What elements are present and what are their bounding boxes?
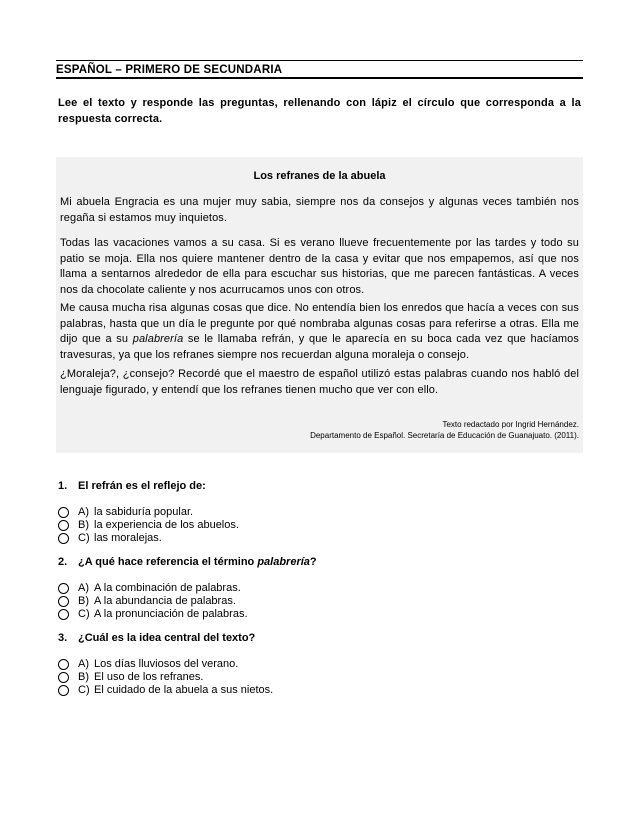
option-text: El cuidado de la abuela a sus nietos. — [94, 684, 274, 696]
option-text: Los días lluviosos del verano. — [94, 658, 239, 670]
question-3-text: ¿Cuál es la idea central del texto? — [78, 632, 256, 644]
answer-circle-icon[interactable] — [58, 583, 69, 594]
answer-circle-icon[interactable] — [58, 507, 69, 518]
option-letter: A) — [78, 658, 89, 670]
header-rule — [56, 77, 583, 79]
option-letter: C) — [78, 684, 90, 696]
question-2-text-start: ¿A qué hace referencia el término — [78, 556, 258, 568]
answer-circle-icon[interactable] — [58, 659, 69, 670]
option-letter: A) — [78, 506, 89, 518]
question-1 — [58, 480, 578, 545]
question-1-option-a[interactable] — [58, 506, 578, 519]
question-1-number: 1. — [58, 480, 68, 492]
option-letter: C) — [78, 532, 90, 544]
question-1-option-c[interactable] — [58, 532, 578, 545]
worksheet-header — [56, 60, 583, 79]
option-text: las moralejas. — [94, 532, 162, 544]
reading-paragraph-3-end: se le llamaba refrán, y que le aparecía en su boca cada vez que hacíamos travesuras, ya que los refranes siempre nos recuerdan alguna moraleja o consejo. — [60, 333, 580, 361]
question-2-title — [58, 556, 578, 574]
header-title: ESPAÑOL – PRIMERO DE SECUNDARIA — [56, 64, 283, 76]
answer-circle-icon[interactable] — [58, 685, 69, 696]
option-text: A la abundancia de palabras. — [94, 595, 236, 607]
instructions: Lee el texto y responde las preguntas, rellenando con lápiz el círculo que corresponda a la respuesta correcta. — [58, 97, 581, 125]
reading-paragraph-4: ¿Moraleja?, ¿consejo? Recordé que el maestro de español utilizó estas palabras cuando nos habló del lenguaje figurado, y entendí que los refranes tienen mucho que ver con ello. — [60, 368, 579, 396]
reading-paragraph-3-start: Me causa mucha risa algunas cosas que dice. No entendía bien los enredos que hacía a veces con sus palabras, hasta que un día le pregunte por qué nombraba algunas cosas para referirse a otras. Ella me dijo que a su — [60, 302, 579, 346]
question-3-option-a[interactable] — [58, 658, 578, 671]
reading-box — [56, 157, 583, 453]
answer-circle-icon[interactable] — [58, 609, 69, 620]
option-letter: C) — [78, 608, 90, 620]
question-2 — [58, 556, 578, 621]
question-3-title — [58, 632, 578, 650]
question-1-option-b[interactable] — [58, 519, 578, 532]
question-2-number: 2. — [58, 556, 68, 568]
option-letter: B) — [78, 519, 89, 531]
option-text: A la combinación de palabras. — [94, 582, 241, 594]
option-letter: B) — [78, 595, 89, 607]
question-3-option-c[interactable] — [58, 684, 578, 697]
reading-paragraph-2: Todas las vacaciones vamos a su casa. Si es verano llueve frecuentemente por las tardes y todo su patio se moja. Ella nos quiere mantener dentro de la casa y evitar que nos empapemos, así que nos llama a sentarnos alrededor de ella para escuchar sus historias, que me parecen fantásticas. A veces nos da chocolate caliente y nos acurrucamos unos con otros. — [60, 237, 579, 296]
question-2-option-b[interactable] — [58, 595, 578, 608]
answer-circle-icon[interactable] — [58, 596, 69, 607]
reading-paragraph-1: Mi abuela Engracia es una mujer muy sabia, siempre nos da consejos y algunas veces también nos regaña si estamos muy inquietos. — [60, 196, 579, 224]
question-2-text-end: ? — [309, 556, 317, 568]
credit-department: Departamento de Español. Secretaría de Educación de Guanajuato. (2011). — [310, 431, 579, 440]
answer-circle-icon[interactable] — [58, 672, 69, 683]
option-text: la experiencia de los abuelos. — [94, 519, 239, 531]
option-letter: B) — [78, 671, 89, 683]
reading-paragraph-3-emphasis: palabrería — [132, 333, 184, 346]
answer-circle-icon[interactable] — [58, 520, 69, 531]
question-1-title — [58, 480, 578, 498]
option-text: El uso de los refranes. — [94, 671, 204, 683]
option-letter: A) — [78, 582, 89, 594]
question-3-option-b[interactable] — [58, 671, 578, 684]
question-3 — [58, 632, 578, 697]
option-text: la sabiduría popular. — [94, 506, 194, 518]
reading-paragraph-3 — [60, 301, 579, 363]
answer-circle-icon[interactable] — [58, 533, 69, 544]
question-2-text-emphasis: palabrería — [257, 556, 310, 568]
question-3-number: 3. — [58, 632, 68, 644]
reading-credits — [310, 419, 579, 441]
reading-title: Los refranes de la abuela — [253, 170, 386, 182]
question-1-text: El refrán es el reflejo de: — [78, 480, 206, 492]
question-2-option-c[interactable] — [58, 608, 578, 621]
option-text: A la pronunciación de palabras. — [94, 608, 248, 620]
credit-author: Texto redactado por Ingrid Hernández. — [442, 420, 579, 429]
question-2-option-a[interactable] — [58, 582, 578, 595]
